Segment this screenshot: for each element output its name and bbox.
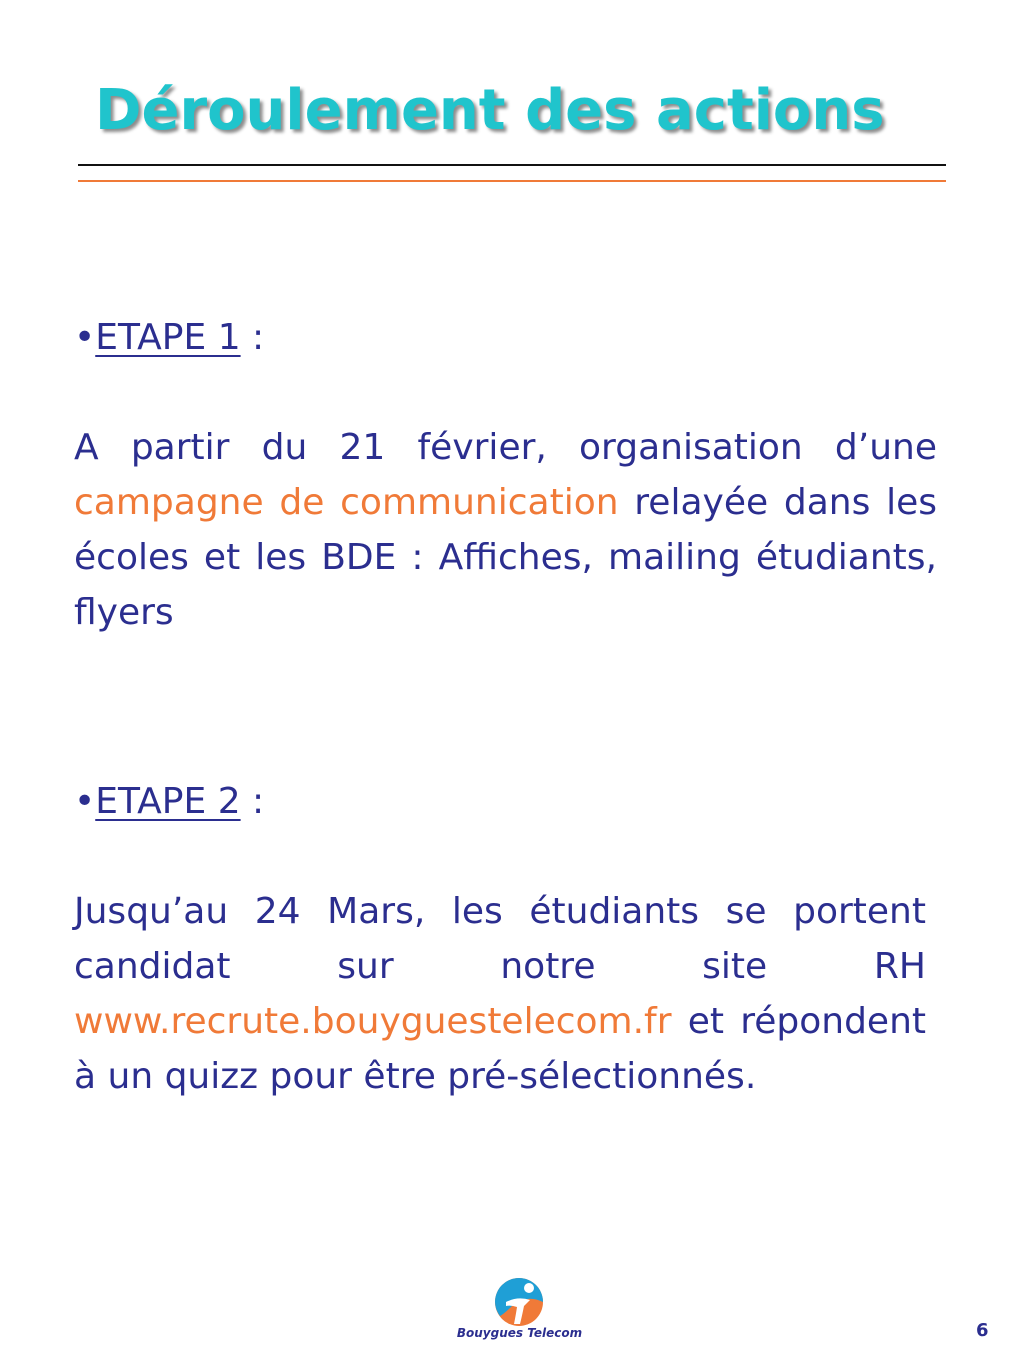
- step-2-colon: :: [240, 781, 265, 822]
- step-1-text-after: relayée dans les écoles et les BDE : Affiches, mailing étudiants, flyers: [74, 482, 937, 633]
- step-1-heading: [74, 318, 264, 358]
- step-2-description: [74, 884, 926, 1104]
- step-1-label: ETAPE 1: [95, 317, 241, 358]
- bullet: •: [74, 781, 96, 822]
- slide-title: Déroulement des actions: [95, 78, 885, 143]
- step-1-colon: :: [240, 317, 265, 358]
- step-2-text-after: et répondent à un quizz pour être pré-sélectionnés.: [74, 1001, 926, 1097]
- step-1-highlight: campagne de communication: [74, 482, 619, 523]
- page-number: 6: [976, 1320, 989, 1341]
- bullet: •: [74, 317, 96, 358]
- step-1-text-before: A partir du 21 février, organisation d’une: [74, 427, 937, 468]
- recruitment-site-link[interactable]: www.recrute.bouyguestelecom.fr: [74, 1001, 672, 1042]
- title-divider-orange: [78, 180, 946, 182]
- step-2-heading: [74, 782, 264, 822]
- step-2-label: ETAPE 2: [95, 781, 241, 822]
- step-2-text-before: Jusqu’au 24 Mars, les étudiants se portent candidat sur notre site RH: [74, 891, 926, 987]
- brand-name: Bouygues Telecom: [456, 1326, 583, 1340]
- step-1-description: [74, 420, 937, 640]
- title-divider-black: [78, 164, 946, 166]
